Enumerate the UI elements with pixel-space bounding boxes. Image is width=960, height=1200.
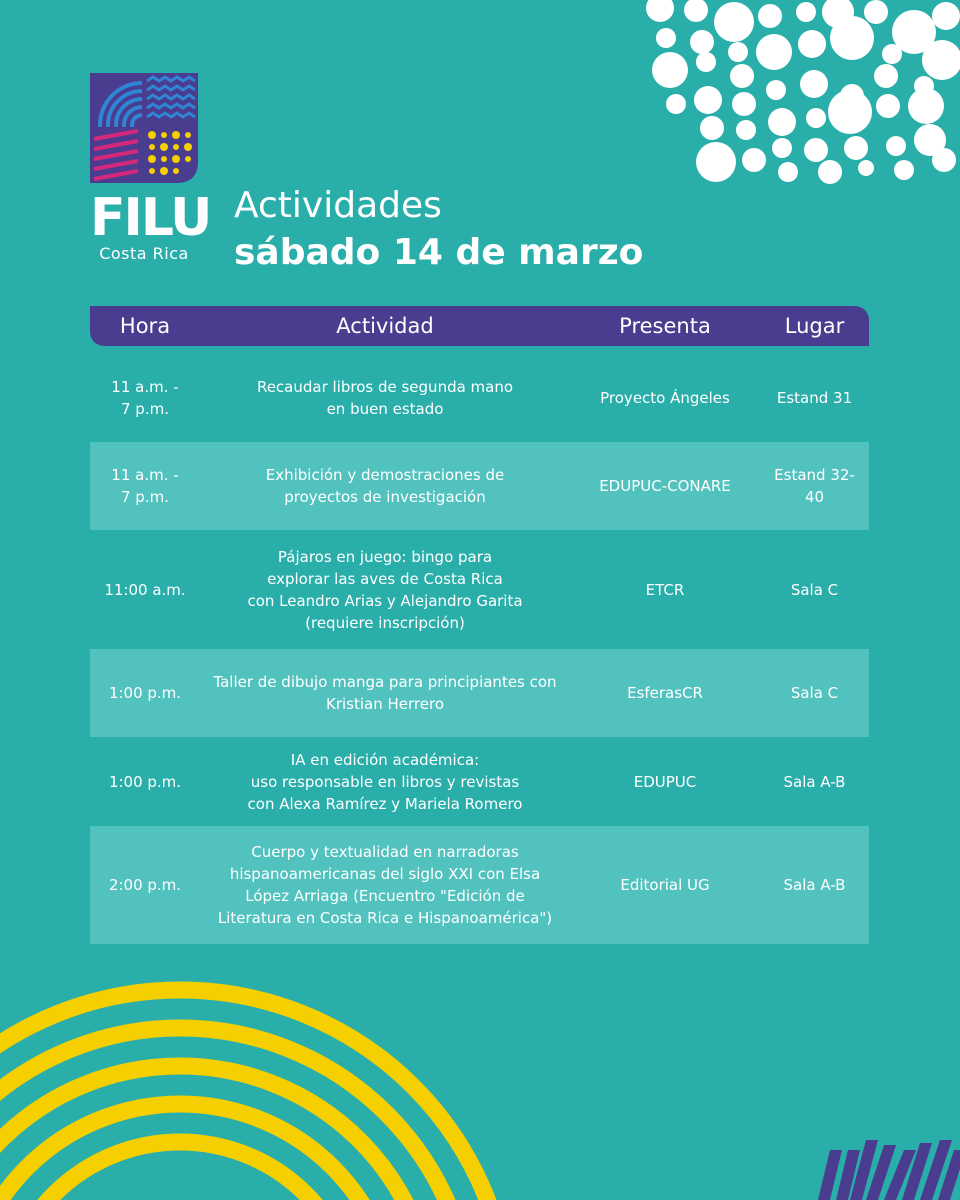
table-row	[90, 530, 869, 649]
table-row	[90, 354, 869, 442]
header-hora: Hora	[119, 314, 171, 338]
filu-logo-mark	[90, 73, 198, 183]
cell-presenta: EsferasCR	[627, 684, 703, 702]
cell-lugar: Estand 31	[776, 389, 853, 407]
cell-actividad: IA en edición académica: uso responsable en libros y revistas con Alexa Ramírez y Mariela Romero	[247, 750, 523, 813]
cell-actividad: Taller de dibujo manga para principiantes con Kristian Herrero	[213, 673, 557, 713]
cell-lugar: Sala A-B	[783, 876, 846, 894]
cell-hora: 1:00 p.m.	[108, 684, 182, 702]
header-actividad: Actividad	[336, 314, 434, 338]
table-row	[90, 826, 869, 944]
cell-presenta: Proyecto Ángeles	[600, 389, 730, 407]
filu-wordmark: FILU	[90, 188, 211, 248]
cell-presenta: Editorial UG	[620, 876, 710, 894]
cell-lugar: Sala C	[790, 684, 839, 702]
filu-subtitle: Costa Rica	[99, 244, 189, 263]
table-header	[90, 306, 869, 346]
cell-actividad: Recaudar libros de segunda mano en buen estado	[256, 378, 514, 418]
cell-actividad: Pájaros en juego: bingo para explorar las aves de Costa Rica con Leandro Arias y Alejandro Garita (requiere inscripción)	[247, 547, 523, 632]
table-row	[90, 737, 869, 826]
cell-lugar: Estand 32-40	[774, 466, 855, 506]
cell-presenta: EDUPUC	[633, 772, 697, 791]
table-row	[90, 442, 869, 530]
title-line-1: Actividades	[234, 185, 442, 226]
cell-actividad: Exhibición y demostraciones de proyectos de investigación	[265, 466, 505, 506]
cell-hora: 11:00 a.m.	[104, 580, 186, 599]
cell-hora: 11 a.m. - 7 p.m.	[111, 378, 179, 418]
table-row	[90, 649, 869, 737]
cell-actividad: Cuerpo y textualidad en narradoras hispanoamericanas del siglo XXI con Elsa López Arriaga (Encuentro "Edición de Literatura en Costa Rica e Hispanoamérica")	[217, 843, 553, 927]
cell-hora: 11 a.m. - 7 p.m.	[111, 466, 179, 506]
cell-presenta: ETCR	[645, 580, 685, 599]
page-title	[234, 183, 643, 277]
cell-lugar: Sala C	[790, 580, 839, 599]
activities-table	[90, 354, 869, 944]
cell-hora: 1:00 p.m.	[108, 772, 182, 791]
filu-logo	[90, 73, 211, 263]
header-presenta: Presenta	[619, 314, 711, 338]
cell-lugar: Sala A-B	[783, 772, 846, 791]
header-lugar: Lugar	[784, 314, 845, 338]
title-line-2: sábado 14 de marzo	[234, 232, 644, 273]
cell-hora: 2:00 p.m.	[108, 876, 182, 894]
cell-presenta: EDUPUC-CONARE	[599, 477, 731, 495]
